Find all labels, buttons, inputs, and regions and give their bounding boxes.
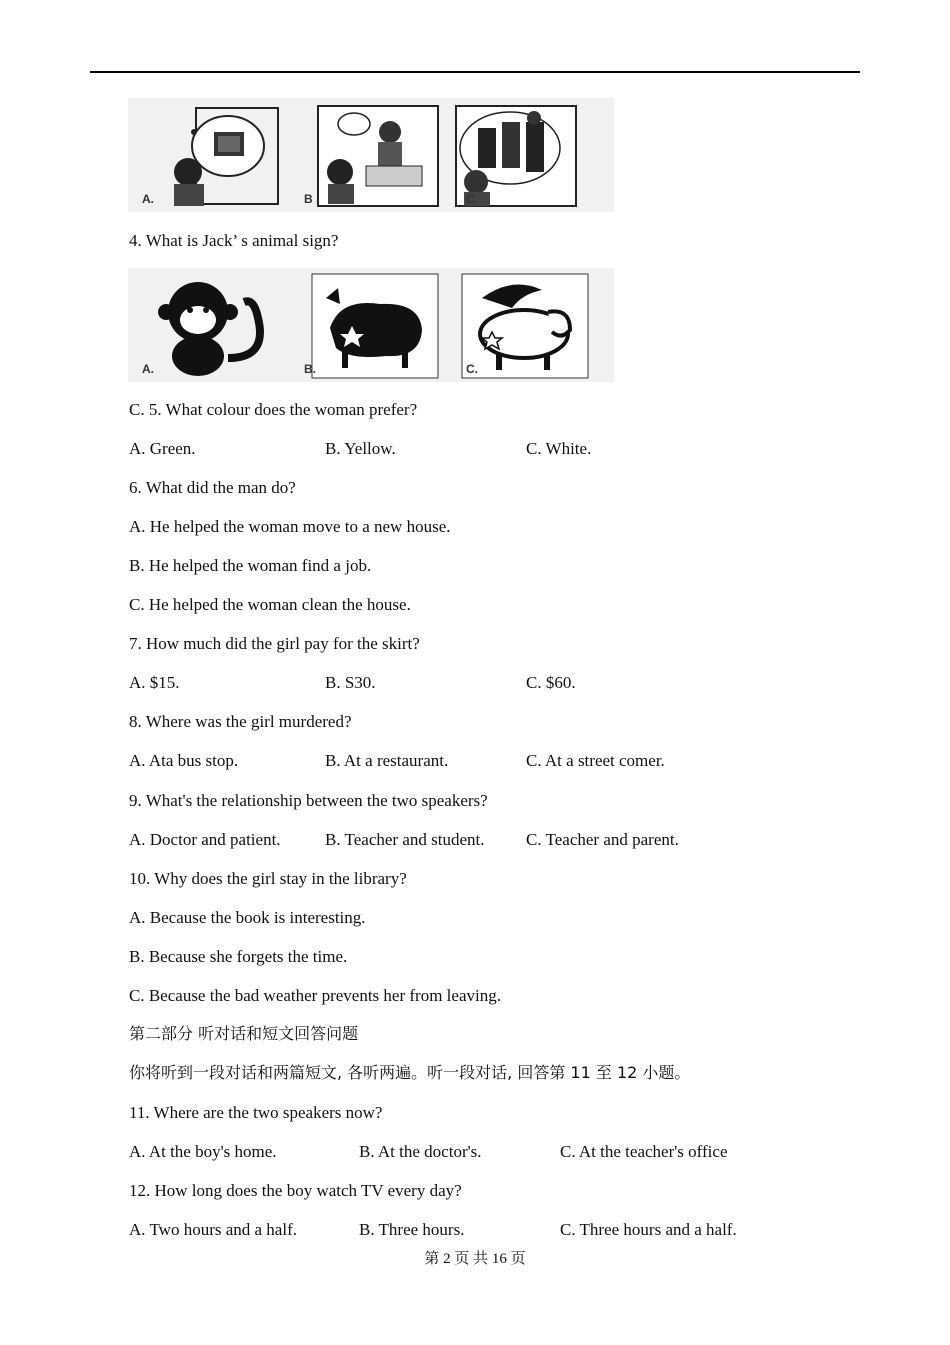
q8-option-b: B. At a restaurant. (325, 751, 449, 770)
q6-option-a: A. He helped the woman move to a new house. (129, 517, 451, 536)
q9-question: 9. What's the relationship between the two speakers? (129, 791, 488, 810)
q5-option-b: B. Yellow. (325, 439, 396, 458)
option-label: C. (466, 362, 478, 376)
q9-option-a: A. Doctor and patient. (129, 830, 281, 849)
q12-option-c: C. Three hours and a half. (560, 1220, 737, 1239)
q4-question: 4. What is Jack’ s animal sign? (129, 231, 339, 250)
q9-option-b: B. Teacher and student. (325, 830, 485, 849)
q12-option-b: B. Three hours. (359, 1220, 465, 1239)
option-label: C. (466, 192, 478, 206)
q7-option-a: A. $15. (129, 673, 180, 692)
part2-title: 第二部分 听对话和短文回答问题 (129, 1024, 359, 1043)
q3-option-c-image (452, 98, 614, 212)
q5-question: C. 5. What colour does the woman prefer? (129, 400, 418, 419)
q7-option-b: B. S30. (325, 673, 376, 692)
q12-option-a: A. Two hours and a half. (129, 1220, 297, 1239)
q6-option-c: C. He helped the woman clean the house. (129, 595, 411, 614)
q9-option-c: C. Teacher and parent. (526, 830, 679, 849)
q10-option-b: B. Because she forgets the time. (129, 947, 348, 966)
q5-option-c: C. White. (526, 439, 592, 458)
q5-option-a: A. Green. (129, 439, 196, 458)
q3-image-row (128, 98, 614, 212)
q11-option-b: B. At the doctor's. (359, 1142, 482, 1161)
page-footer: 第 2 页 共 16 页 (424, 1251, 526, 1267)
q11-option-a: A. At the boy's home. (129, 1142, 277, 1161)
q4-image-row (128, 268, 614, 382)
q6-question: 6. What did the man do? (129, 478, 296, 497)
option-label: A. (142, 192, 154, 206)
q10-option-c: C. Because the bad weather prevents her from leaving. (129, 986, 501, 1005)
q10-question: 10. Why does the girl stay in the library? (129, 869, 407, 888)
q10-option-a: A. Because the book is interesting. (129, 908, 366, 927)
q7-question: 7. How much did the girl pay for the skirt? (129, 634, 420, 653)
q8-question: 8. Where was the girl murdered? (129, 712, 352, 731)
q3-option-b-image (290, 98, 452, 212)
q8-option-a: A. Ata bus stop. (129, 751, 239, 770)
header-rule (90, 71, 860, 73)
option-label: A. (142, 362, 154, 376)
part2-instruction: 你将听到一段对话和两篇短文, 各听两遍。听一段对话, 回答第 11 至 12 小题。 (129, 1063, 691, 1082)
option-label: B . (304, 192, 320, 206)
q4-option-b-image (290, 268, 452, 382)
q11-option-c: C. At the teacher's office (560, 1142, 728, 1161)
q6-option-b: B. He helped the woman find a job. (129, 556, 372, 575)
q3-option-a-image (128, 98, 290, 212)
q7-option-c: C. $60. (526, 673, 576, 692)
q4-option-c-image (452, 268, 614, 382)
q11-question: 11. Where are the two speakers now? (129, 1103, 383, 1122)
q4-option-a-image (128, 268, 290, 382)
q12-question: 12. How long does the boy watch TV every day? (129, 1181, 462, 1200)
q8-option-c: C. At a street comer. (526, 751, 665, 770)
option-label: B. (304, 362, 316, 376)
